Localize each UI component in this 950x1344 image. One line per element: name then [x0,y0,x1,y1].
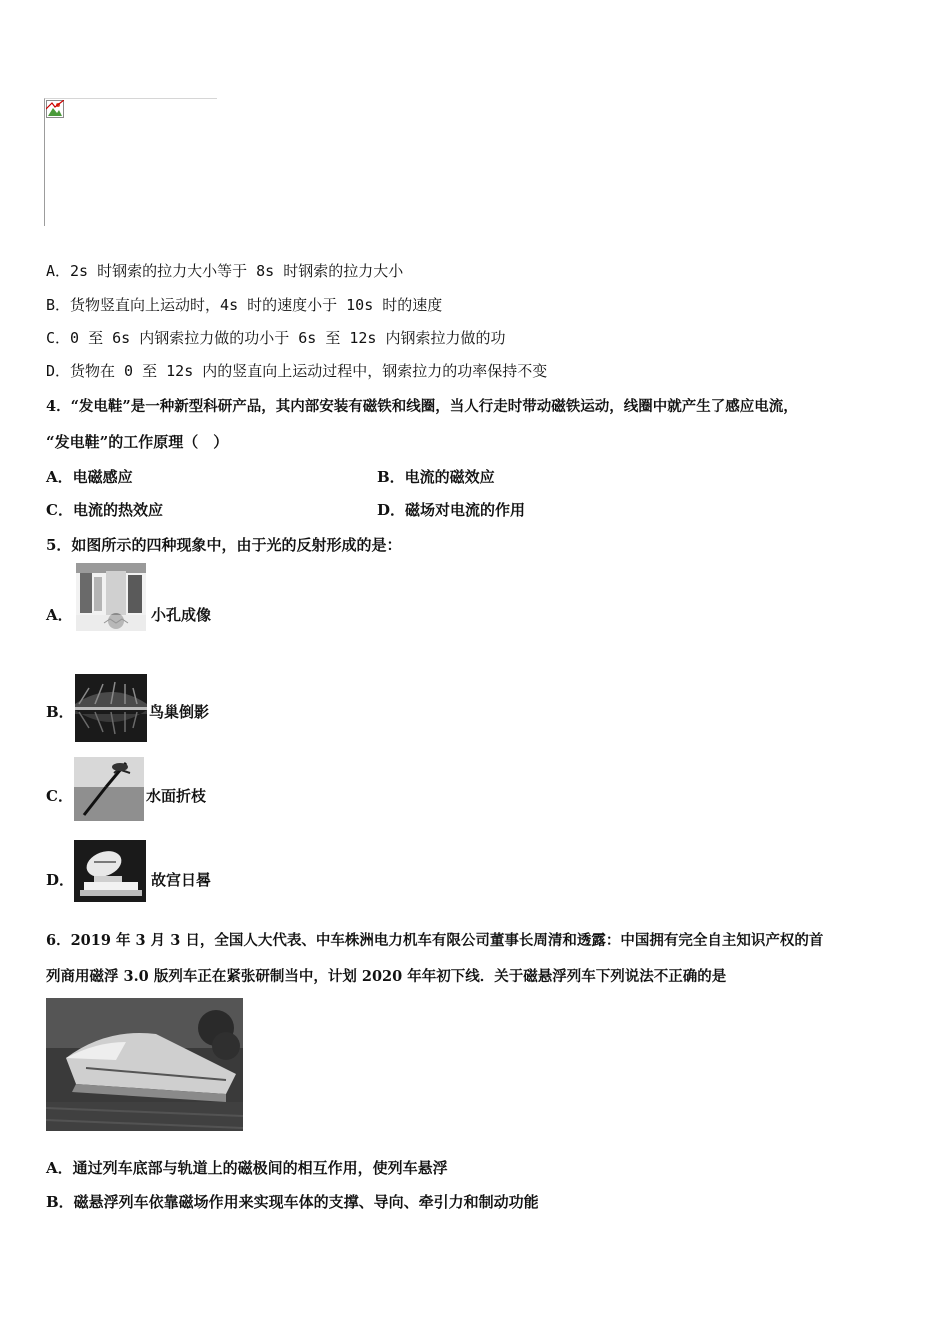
q3-option-c: C．0 至 6s 内钢索拉力做的功小于 6s 至 12s 内钢索拉力做的功 [46,329,506,347]
q5-option-c-letter: C． [46,787,73,805]
q5-option-a-caption: 小孔成像 [151,606,212,624]
q4-option-b: B．电流的磁效应 [377,468,495,486]
q4-option-c: C．电流的热效应 [46,501,163,519]
q4-option-d: D．磁场对电流的作用 [377,501,526,519]
q5-stem: 5．如图所示的四种现象中，由于光的反射形成的是： [46,536,402,554]
q4-stem-line2: “发电鞋”的工作原理（ ） [46,433,229,451]
q6-option-b: B．磁悬浮列车依靠磁场作用来实现车体的支撑、导向、牵引力和制动功能 [46,1193,539,1211]
q3-option-d: D．货物在 0 至 12s 内的竖直向上运动过程中，钢索拉力的功率保持不变 [46,362,548,380]
q6-stem-line2: 列商用磁浮 3.0 版列车正在紧张研制当中，计划 2020 年年初下线．关于磁悬浮列车下列说法不正确的是 [46,968,727,985]
broken-image-placeholder [44,98,217,226]
q4-stem-line1: 4．“发电鞋”是一种新型科研产品，其内部安装有磁铁和线圈，当人行走时带动磁铁运动，线圈中就产生了感应电流， [46,398,798,415]
q5-option-d-letter: D． [46,871,75,889]
q5-option-c-caption: 水面折枝 [146,787,207,805]
q6-option-a: A．通过列车底部与轨道上的磁极间的相互作用，使列车悬浮 [46,1159,448,1177]
birds-nest-reflection-photo [75,674,147,742]
q5-option-b-caption: 鸟巢倒影 [149,703,210,721]
bent-branch-in-water-photo [74,757,144,821]
q4-option-a: A．电磁感应 [46,468,133,486]
pinhole-image-photo [76,563,146,631]
q3-option-a: A．2s 时钢索的拉力大小等于 8s 时钢索的拉力大小 [46,262,404,280]
sundial-photo [74,840,146,902]
q5-option-d-caption: 故宫日晷 [151,871,212,889]
q5-option-a-letter: A． [46,606,73,624]
broken-image-icon [46,100,64,118]
q5-option-b-letter: B． [46,703,74,721]
q3-option-b: B．货物竖直向上运动时，4s 时的速度小于 10s 时的速度 [46,296,443,314]
maglev-train-photo [46,998,243,1131]
q6-stem-line1: 6．2019 年 3 月 3 日，全国人大代表、中车株洲电力机车有限公司董事长周清和透露：中国拥有完全自主知识产权的首 [46,932,824,949]
